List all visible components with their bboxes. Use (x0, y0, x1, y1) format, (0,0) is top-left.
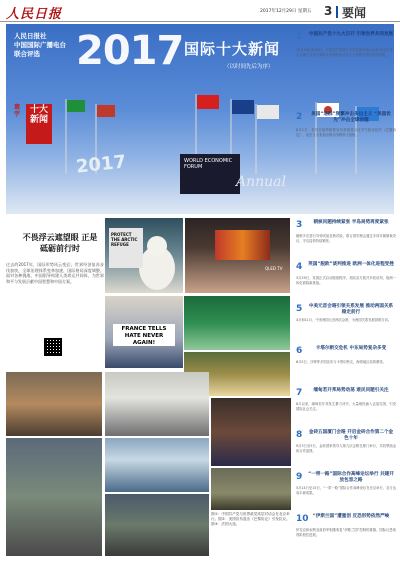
news-number: 6 (296, 346, 303, 356)
sponsor-line: 中国国际广播电台 (14, 41, 66, 49)
photo-caption: 图①：中国共产党与世界政党高层对话会在北京举行。图②：美国宣布退出《巴黎协定》引发抗议。图③：法国大选。 (211, 512, 290, 526)
hero-background-text: Annual (236, 174, 286, 190)
news-number: 9 (296, 472, 303, 482)
photo-group (6, 438, 102, 556)
news-number: 4 (296, 262, 303, 272)
news-body: 5月14日至15日，“一带一路”国际合作高峰论坛在北京举行，各方达成丰硕成果。 (296, 486, 396, 495)
news-headline: “伊斯兰国”遭重创 反恐形势依然严峻 (312, 514, 390, 519)
news-body: 4月和11月，中美两国元首两次会晤，为两国关系发展指明方向。 (296, 318, 392, 322)
hero-background-year: 2017 (75, 151, 128, 178)
news-number: 5 (296, 304, 303, 314)
news-body: 伊拉克和叙利亚政府军相继收复“伊斯兰国”控制的重镇，国际反恐取得阶段性进展。 (296, 528, 396, 537)
newspaper-logo: 人民日报 (6, 7, 63, 22)
photo-polar-bear-protest (105, 218, 183, 293)
masthead (0, 0, 400, 22)
news-headline: 中国共产党十九大召开 引领世界共同发展 (308, 32, 394, 37)
news-headline: 英国“脱欧”谈判推进 欧洲一体化进程受挫 (308, 262, 394, 267)
section-divider (336, 6, 338, 18)
news-number: 1 (296, 32, 303, 42)
news-headline: 卡塔尔断交危机 中东局势复杂多变 (315, 346, 387, 351)
sponsor-line: 联合评选 (14, 50, 40, 58)
hero-year: 2017 (76, 28, 184, 74)
protest-sign-text: PROTECT THE ARCTIC REFUGE (111, 232, 138, 247)
news-headline: 中美元首会晤引领关系发展 推动两国关系稳定前行 (308, 304, 394, 315)
red-stamp: 十大新闻 (26, 104, 52, 144)
photo-smoke-building (105, 372, 209, 436)
news-body: 6月5日，沙特等多国宣布与卡塔尔断交，海湾地区局势紧张。 (296, 360, 386, 364)
news-column-top (296, 24, 396, 214)
photo-ceremony (184, 296, 290, 350)
hero-title: 国际十大新闻 (184, 40, 281, 58)
tv-label: QLED TV (265, 266, 283, 271)
photo-stock-exchange (211, 398, 291, 466)
photo-ship (105, 438, 209, 492)
news-headline: 美国“退群”频繁冲击多边主义 “美国优先”冲击全球治理 (311, 112, 391, 123)
polar-bear-icon (105, 218, 183, 293)
sponsor-line: 人民日报社 (14, 32, 47, 40)
news-body: 8月以来，缅甸若开邦发生暴力冲突，大量难民涌入孟加拉国，引发国际社会关注。 (296, 402, 396, 411)
hero-note: （以时间先后为序） (224, 64, 274, 70)
news-column (296, 218, 396, 561)
rally-sign: FRANCE TELLS HATE NEVER AGAIN! (113, 324, 175, 346)
tv-screen (215, 230, 270, 260)
qr-code[interactable] (44, 338, 62, 356)
news-number: 8 (296, 430, 303, 440)
photo-tv-broadcast (185, 218, 290, 293)
news-body: 3月29日，英国正式启动脱欧程序，英欧双方展开多轮谈判，欧洲一体化面临新挑战。 (296, 276, 396, 285)
forum-board: WORLD ECONOMIC FORUM (180, 154, 240, 194)
news-number: 2 (296, 112, 303, 122)
news-body: 9月3日至5日，金砖国家领导人第九次会晤在厦门举行，共同擘画金砖合作蓝图。 (296, 444, 396, 453)
news-number: 3 (296, 220, 303, 230)
news-number: 7 (296, 388, 303, 398)
news-headline: “一带一路”国际合作高峰论坛举行 共建开放包容之路 (308, 472, 394, 483)
stamp-side-text: 寰宇 (14, 104, 21, 118)
news-body: 6月1日，美国总统特朗普宣布美国退出应对气候变化的《巴黎协定》，此后又宣布退出联合国教科文组织。 (296, 128, 396, 137)
news-body: 朝鲜多次进行导弹试射及核试验，联合国安理会通过多项对朝制裁决议，半岛局势持续紧张。 (296, 234, 396, 243)
news-headline: 金砖五国厦门会晤 开启金砖合作第二个金色十年 (308, 430, 394, 441)
hero-sponsors (14, 32, 66, 59)
editorial-title: 不畏浮云遮望眼 正是砥砺前行时 (22, 232, 98, 253)
photo-celebration (6, 372, 102, 436)
news-number: 10 (296, 514, 309, 524)
news-body: 10月18日至24日，中国共产党第十九次全国代表大会在北京召开。大会确立习近平新时代中国特色社会主义思想为党的指导思想。 (296, 48, 396, 57)
page-number: 3 (324, 4, 333, 18)
photo-soldiers (211, 468, 291, 510)
news-headline: 朝核问题持续紧张 半岛局势再度紧张 (313, 220, 389, 225)
section-title: 要闻 (342, 6, 367, 20)
photo-military (105, 494, 209, 556)
issue-date: 2017年12月29日 星期五 (260, 9, 312, 14)
photo-france-rally (105, 296, 183, 368)
news-headline: 缅甸若开邦局势动荡 难民问题引关注 (313, 388, 389, 393)
editorial-body: 过去的2017年，国际形势风云变幻。世界经济复苏步伐加快，全球治理体系变革加速，国际格局深度调整。面对各种挑战，中国倡导构建人类命运共同体，为世界和平与发展贡献中国智慧和中国方案。 (6, 262, 104, 284)
